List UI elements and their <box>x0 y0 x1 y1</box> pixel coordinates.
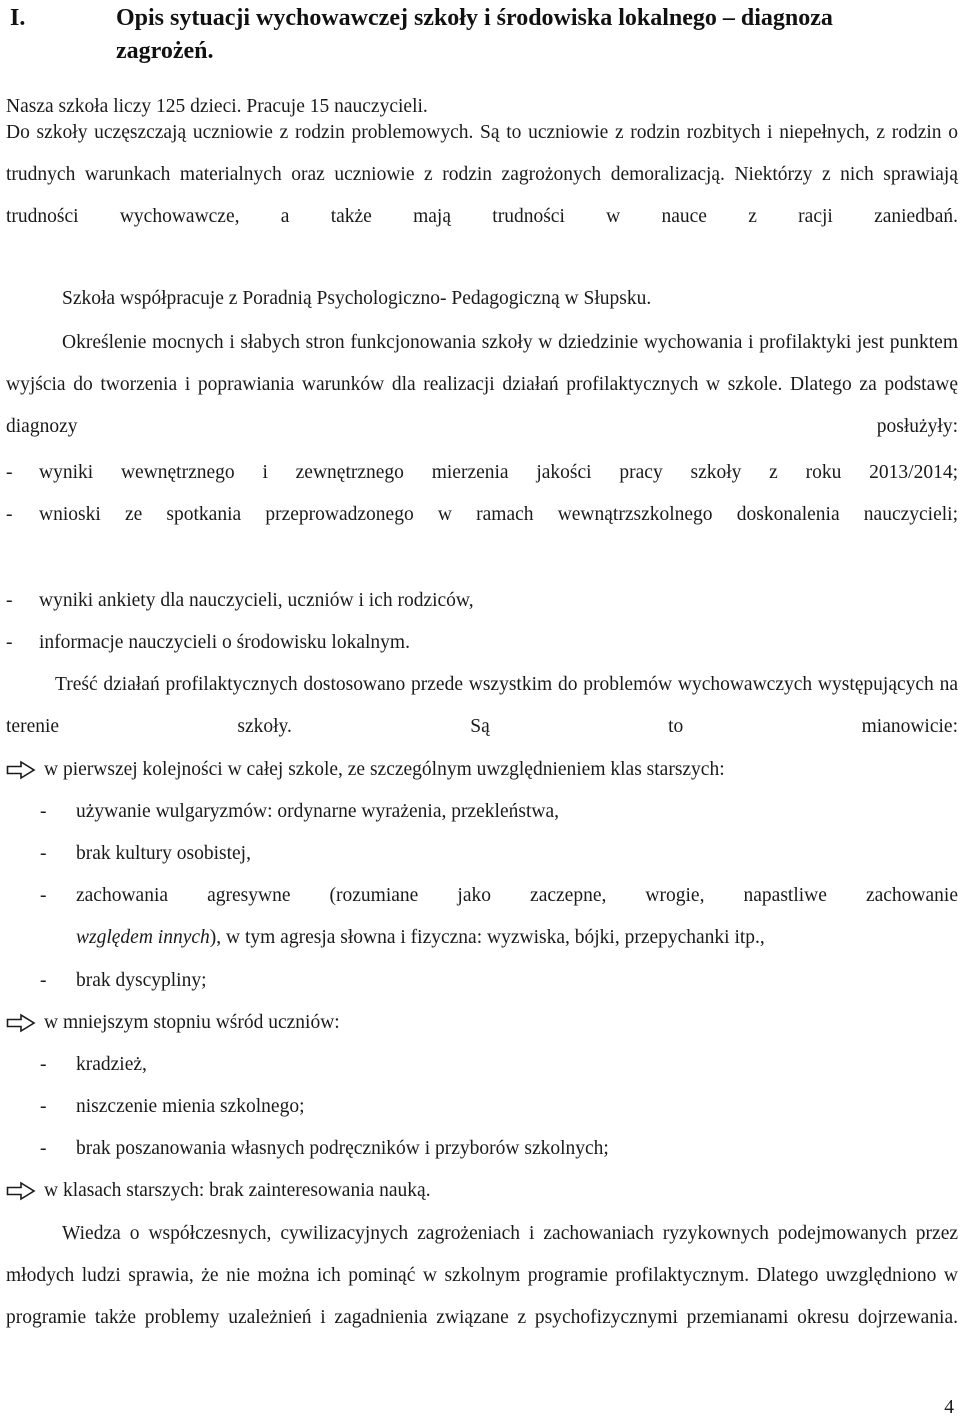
list-item-text <box>76 875 958 959</box>
list-dash: - <box>40 1054 47 1075</box>
list-item-text: brak dyscypliny; <box>76 970 207 991</box>
arrow-right-icon <box>6 760 36 780</box>
list-item-text: brak poszanowania własnych podręczników i przyborów szkolnych; <box>76 1138 609 1159</box>
arrow-right-icon <box>6 1181 36 1201</box>
paragraph-cooperation: Szkoła współpracuje z Poradnią Psychologiczno- Pedagogiczną w Słupsku. <box>62 288 652 309</box>
section-title: Opis sytuacji wychowawczej szkoły i środowiska lokalnego – diagnoza zagrożeń. <box>116 5 833 64</box>
problem-group-label: w klasach starszych: brak zainteresowania nauką. <box>44 1180 431 1201</box>
paragraph-conclusion: Wiedza o współczesnych, cywilizacyjnych zagrożeniach i zachowaniach ryzykownych podejmowanych przez młodych ludzi sprawia, że nie można ich pominąć w szkolnym programie profilaktycznym. Dlatego uwzględniono w programie także problemy uzależnień i zagadnienia związane z psychofizycznymi przemianami okresu dojrzewania. <box>6 1223 958 1328</box>
list-dash: - <box>40 885 47 906</box>
list-dash: - <box>40 801 47 822</box>
list-item-text: brak kultury osobistej, <box>76 843 251 864</box>
list-dash: - <box>6 632 13 653</box>
list-item <box>40 875 958 959</box>
list-dash: - <box>40 1138 47 1159</box>
list-item-text: informacje nauczycieli o środowisku lokalnym. <box>39 632 410 653</box>
list-item-text: wnioski ze spotkania przeprowadzonego w ramach wewnątrzszkolnego doskonalenia nauczycieli; <box>39 504 958 525</box>
paragraph-diagnosis-intro: Określenie mocnych i słabych stron funkcjonowania szkoły w dziedzinie wychowania i profilaktyki jest punktem wyjścia do tworzenia i poprawiania warunków dla realizacji działań profilaktycznych w szkole. Dlatego za podstawę diagnozy posłużyły: <box>6 332 958 437</box>
list-dash: - <box>6 504 13 525</box>
problem-group-label: w pierwszej kolejności w całej szkole, ze szczególnym uwzględnieniem klas starszych: <box>44 759 725 780</box>
list-dash: - <box>40 1096 47 1117</box>
list-item-text: wyniki ankiety dla nauczycieli, uczniów i ich rodziców, <box>39 590 474 611</box>
school-size-line: Nasza szkoła liczy 125 dzieci. Pracuje 15 nauczycieli. <box>6 96 428 117</box>
list-item-text: niszczenie mienia szkolnego; <box>76 1096 305 1117</box>
arrow-right-icon <box>6 1013 36 1033</box>
italic-phrase: względem innych <box>76 927 210 948</box>
list-dash: - <box>40 970 47 991</box>
problem-group-label: w mniejszym stopniu wśród uczniów: <box>44 1012 340 1033</box>
list-item-text: kradzież, <box>76 1054 147 1075</box>
list-item-text: używanie wulgaryzmów: ordynarne wyrażenia, przekleństwa, <box>76 801 559 822</box>
aggression-details: ), w tym agresja słowna i fizyczna: wyzwiska, bójki, przepychanki itp., <box>209 927 765 948</box>
list-dash: - <box>6 462 13 483</box>
list-item-text: wyniki wewnętrznego i zewnętrznego mierzenia jakości pracy szkoły z roku 2013/2014; <box>39 462 958 483</box>
aggression-line: zachowania agresywne (rozumiane jako zaczepne, wrogie, napastliwe zachowanie <box>76 885 958 906</box>
paragraph-students-background: Do szkoły uczęszczają uczniowie z rodzin problemowych. Są to uczniowie z rodzin rozbitych i niepełnych, z rodzin o trudnych warunkach materialnych oraz uczniowie z rodzin zagrożonych demoralizacją. Niektórzy z nich sprawiają trudności wychowawcze, a także mają trudności w nauce z racji zaniedbań. <box>6 122 958 227</box>
aggression-line-continued <box>76 917 958 959</box>
list-dash: - <box>40 843 47 864</box>
section-number: I. <box>10 5 26 31</box>
page-number: 4 <box>944 1397 954 1418</box>
list-dash: - <box>6 590 13 611</box>
list-item <box>6 494 958 578</box>
paragraph-problems-intro: Treść działań profilaktycznych dostosowano przede wszystkim do problemów wychowawczych występujących na terenie szkoły. Są to mianowicie: <box>6 674 958 737</box>
